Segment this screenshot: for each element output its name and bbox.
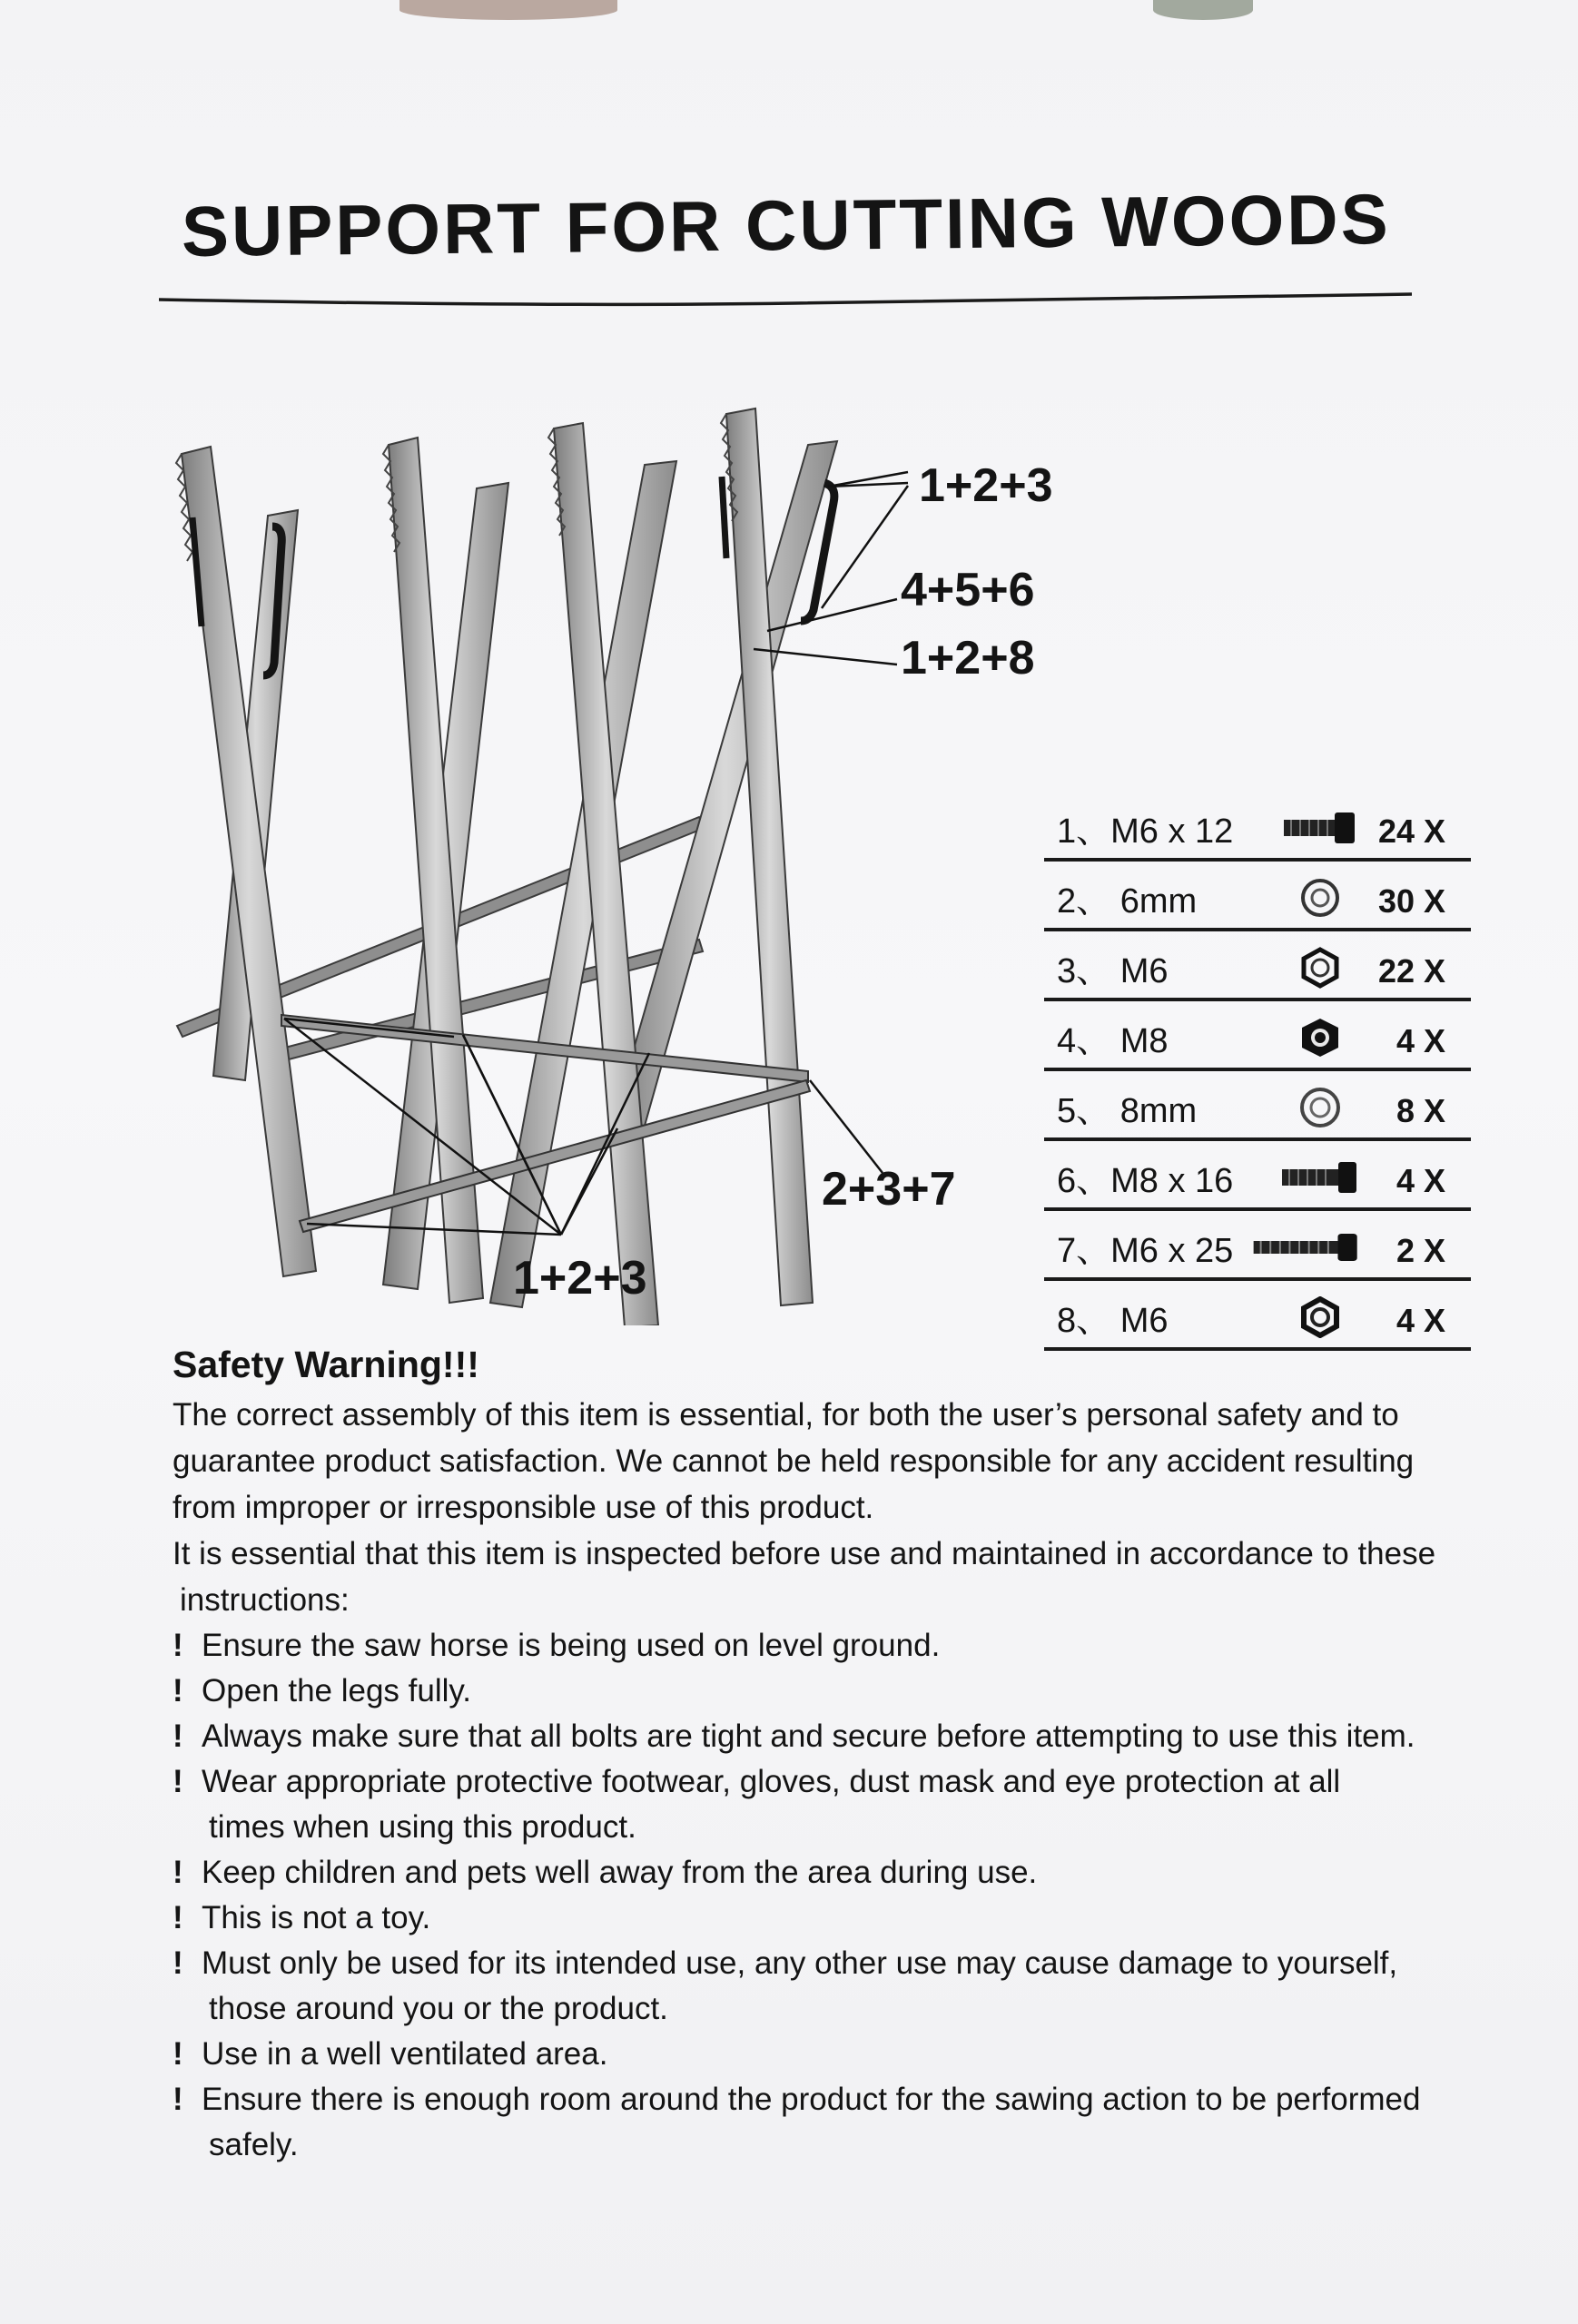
washer-icon	[1278, 1087, 1362, 1128]
callout-bottom: 1+2+3	[513, 1252, 647, 1305]
parts-row	[1044, 1211, 1471, 1281]
part-qty: 22 X	[1377, 952, 1445, 990]
part-qty: 24 X	[1377, 812, 1445, 850]
title-underline	[159, 289, 1412, 314]
part-label: 3、 M6	[1057, 952, 1169, 990]
hex-nut-icon	[1278, 947, 1362, 989]
safety-heading: Safety Warning!!!	[173, 1344, 479, 1385]
part-label: 5、 8mm	[1057, 1092, 1198, 1130]
part-label: 7、M6 x 25	[1057, 1232, 1234, 1270]
exclamation-icon: !	[173, 1945, 183, 1981]
part-qty: 4 X	[1396, 1162, 1445, 1199]
part-qty: 4 X	[1396, 1302, 1445, 1339]
exclamation-icon: !	[173, 1764, 183, 1799]
part-qty: 30 X	[1377, 882, 1445, 920]
list-item	[173, 1623, 1462, 1669]
parts-row	[1044, 792, 1471, 862]
exclamation-icon: !	[173, 2082, 183, 2117]
list-item	[173, 1759, 1462, 1850]
page-title: SUPPORT FOR CUTTING WOODS	[181, 179, 1392, 271]
exclamation-icon: !	[173, 1900, 183, 1935]
lock-nut-icon	[1278, 1296, 1362, 1338]
bullet-text: This is not a toy.	[202, 1900, 431, 1935]
part-label: 4、 M8	[1057, 1022, 1169, 1060]
callout-right: 2+3+7	[822, 1163, 956, 1216]
safety-bullet-list	[173, 1623, 1462, 2168]
bullet-text: Ensure there is enough room around the product for the sawing action to be performed	[202, 2082, 1421, 2117]
parts-list	[1044, 792, 1471, 1351]
exclamation-icon: !	[173, 1673, 183, 1709]
part-label: 2、 6mm	[1057, 882, 1198, 921]
top-edge-shadow-left	[399, 0, 617, 20]
bullet-text: Open the legs fully.	[202, 1673, 472, 1709]
hex-nut-large-icon	[1278, 1017, 1362, 1059]
bullet-text: Ensure the saw horse is being used on level ground.	[202, 1628, 941, 1663]
callout-middle: 4+5+6	[901, 564, 1035, 616]
parts-row	[1044, 1001, 1471, 1071]
bolt-short-icon	[1278, 807, 1362, 849]
part-label: 6、M8 x 16	[1057, 1162, 1234, 1200]
parts-row	[1044, 862, 1471, 931]
parts-row	[1044, 1071, 1471, 1141]
safety-warning	[173, 1344, 1462, 2168]
bullet-text: Always make sure that all bolts are tight and secure before attempting to use this item.	[202, 1718, 1415, 1754]
bolt-long-icon	[1251, 1226, 1362, 1268]
callout-lower: 1+2+8	[901, 632, 1035, 684]
bullet-text: Keep children and pets well away from the area during use.	[202, 1855, 1038, 1890]
bullet-text: Must only be used for its intended use, any other use may cause damage to yourself,	[202, 1945, 1398, 1981]
part-qty: 4 X	[1396, 1022, 1445, 1059]
list-item	[173, 2032, 1462, 2077]
part-qty: 2 X	[1396, 1232, 1445, 1269]
parts-row	[1044, 1281, 1471, 1351]
part-label: 8、 M6	[1057, 1302, 1169, 1340]
safety-paragraph-2	[173, 1531, 1462, 1623]
exclamation-icon: !	[173, 2036, 183, 2072]
list-item	[173, 1896, 1462, 1941]
list-item	[173, 1714, 1462, 1759]
list-item	[173, 1850, 1462, 1896]
bullet-text: Wear appropriate protective footwear, gloves, dust mask and eye protection at all	[202, 1764, 1341, 1799]
bullet-text: Use in a well ventilated area.	[202, 2036, 608, 2072]
top-edge-shadow-right	[1153, 0, 1253, 20]
part-qty: 8 X	[1396, 1092, 1445, 1129]
bullet-continuation: safely.	[209, 2127, 299, 2162]
parts-row	[1044, 1141, 1471, 1211]
exclamation-icon: !	[173, 1718, 183, 1754]
list-item	[173, 2077, 1462, 2168]
callout-top: 1+2+3	[919, 459, 1053, 512]
part-label: 1、M6 x 12	[1057, 812, 1234, 851]
parts-row	[1044, 931, 1471, 1001]
bolt-short-icon	[1278, 1157, 1362, 1198]
safety-paragraph-1: The correct assembly of this item is essential, for both the user’s personal safety and to guarantee product satisfaction. We cannot be held responsible for any accident resulting from improper or irresponsible use of this product.	[173, 1397, 1415, 1525]
washer-icon	[1278, 877, 1362, 919]
list-item	[173, 1941, 1462, 2032]
list-item	[173, 1669, 1462, 1714]
safety-paragraph-2-line-1: It is essential that this item is inspected before use and maintained in accordance to these	[173, 1536, 1436, 1571]
exclamation-icon: !	[173, 1855, 183, 1890]
exclamation-icon: !	[173, 1628, 183, 1663]
bullet-continuation: those around you or the product.	[209, 1991, 668, 2026]
safety-paragraph-2-line-2: instructions:	[180, 1582, 350, 1618]
bullet-continuation: times when using this product.	[209, 1809, 636, 1845]
